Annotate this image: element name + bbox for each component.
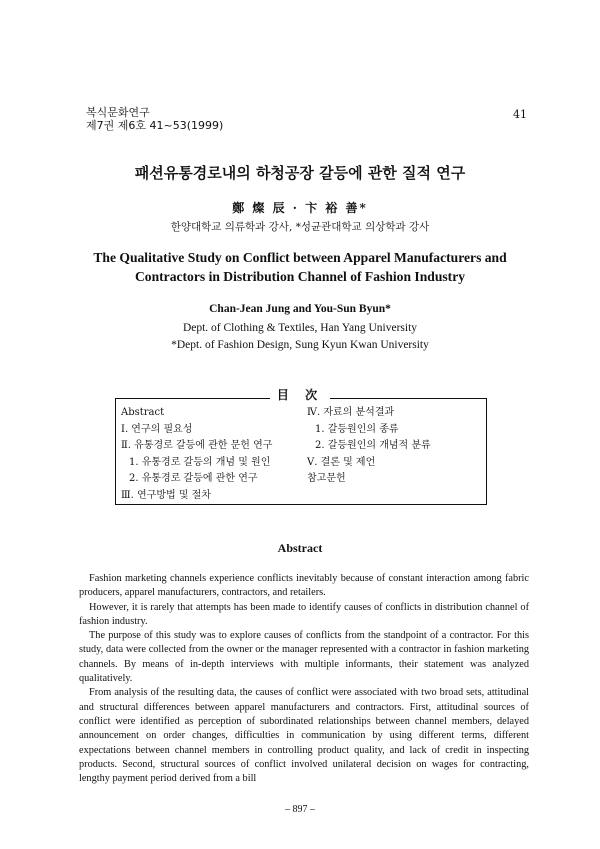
toc-item: Ⅱ. 유통경로 갈등에 관한 문헌 연구 — [121, 440, 273, 451]
toc-item: Ⅳ. 자료의 분석결과 — [307, 407, 395, 418]
toc-item: Abstract — [121, 407, 165, 418]
toc-right-column — [307, 405, 431, 488]
journal-header — [86, 106, 223, 132]
toc-item: Ⅲ. 연구방법 및 절차 — [121, 489, 211, 501]
toc-heading: 目 次 — [270, 386, 330, 403]
toc-item: 2. 유통경로 갈등에 관한 연구 — [129, 473, 258, 484]
toc-item: 참고문헌 — [307, 473, 346, 484]
affiliation-english-1: Dept. of Clothing & Textiles, Han Yang University — [182, 322, 418, 334]
toc-item: Ⅴ. 결론 및 제언 — [307, 456, 376, 468]
title-english-line1: The Qualitative Study on Conflict between Apparel Manufacturers and — [93, 250, 507, 265]
volume-info: 제7권 제6호 41~53(1999) — [86, 119, 224, 132]
toc-item: 1. 유통경로 갈등의 개념 및 원인 — [129, 456, 271, 468]
abstract-paragraph: From analysis of the resulting data, the causes of conflict were associated with two broad sets, attitudinal and structural differences between apparel manufacturers and contractors. First, attitudinal sources of conflict were identified as perception of subordinated relationships between channel members, delayed announcement on order changes, difficulties in communication by using different terms, different expectations between channel members in controlling product quality, and lack of credit in inspecting products. Second, structural sources of conflict involved unilateral decision on wages for contracting, lengthy payment period derived from a bill — [79, 687, 529, 785]
affiliation-korean: 한양대학교 의류학과 강사, *성균관대학교 의상학과 강사 — [170, 221, 430, 233]
abstract-paragraph: The purpose of this study was to explore causes of conflicts from the standpoint of a contractor. For this study, data were collected from the owner or the manager represented with a contractor in fashion marketing channels. By means of in-depth interviews with multiple informants, their statement was analyzed qualitatively. — [79, 630, 529, 685]
affiliation-english — [0, 320, 600, 354]
title-english — [30, 248, 570, 286]
title-korean: 패션유통경로내의 하청공장 갈등에 관한 질적 연구 — [134, 164, 466, 182]
page-number: 41 — [513, 108, 527, 121]
authors-english: Chan-Jean Jung and You-Sun Byun* — [209, 303, 391, 315]
journal-name: 복식문화연구 — [86, 106, 150, 119]
authors-korean: 鄭 燦 辰 · 卞 裕 善* — [232, 201, 368, 215]
abstract-paragraph: However, it is rarely that attempts has been made to identify causes of conflicts in distribution channel of fashion industry. — [79, 601, 529, 627]
toc-left-column — [121, 405, 272, 504]
title-english-line2: Contractors in Distribution Channel of Fashion Industry — [134, 269, 466, 284]
toc-item: 1. 갈등원인의 종류 — [315, 423, 399, 435]
affiliation-english-2: *Dept. of Fashion Design, Sung Kyun Kwan University — [171, 339, 429, 351]
abstract-paragraph: Fashion marketing channels experience conflicts inevitably because of constant interaction among fabric producers, apparel manufacturers, contractors, and retailers. — [79, 573, 529, 599]
abstract-body — [79, 572, 529, 786]
footer-page-number: – 897 – — [285, 804, 315, 815]
toc-item: Ⅰ. 연구의 필요성 — [121, 423, 193, 435]
toc-item: 2. 갈등원인의 개념적 분류 — [315, 440, 431, 451]
abstract-heading: Abstract — [277, 541, 323, 555]
